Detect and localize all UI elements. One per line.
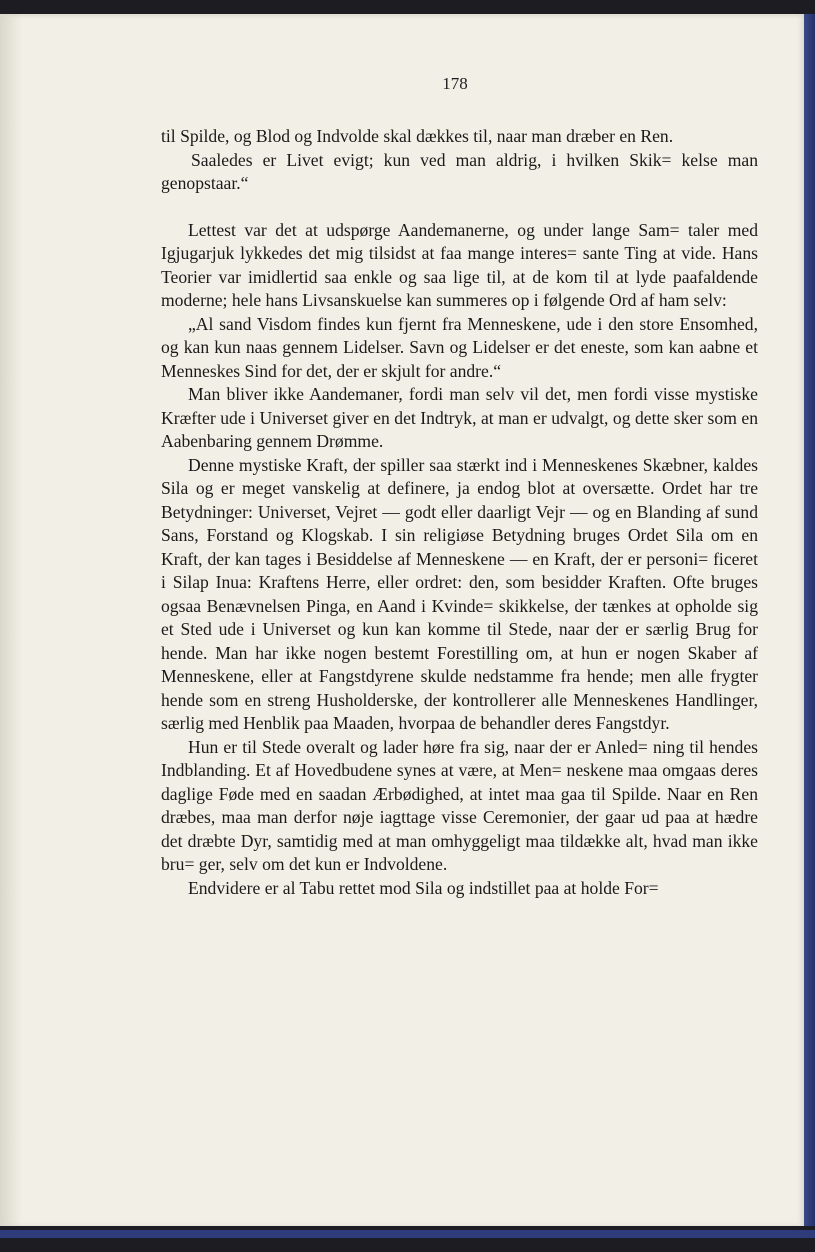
paragraph: Denne mystiske Kraft, der spiller saa stærkt ind i Menneskenes Skæbner, kaldes Sila og er meget vanskelig at definere, ja endog blot at oversætte. Ordet har tre Betydninger: Universet, Vejret — godt eller daarligt Vejr — og en Blanding af sund Sans, Forstand og Klogskab. I sin religiøse Betydning bruges Ordet Sila om en Kraft, der kan tages i Besiddelse af Menneskene — en Kraft, der er personi= ficeret i Silap Inua: Kraftens Herre, eller ordret: den, som besidder Kraften. Ofte bruges ogsaa Benævnelsen Pinga, en Aand i Kvinde= skikkelse, der tænkes at opholde sig et Sted ude i Universet og kun kan komme til Stede, naar der er særlig Brug for hende. Man har ikke nogen bestemt Forestilling om, at hun er nogen Skaber af Menneskene, eller at Fangstdyrene skulde nedstamme fra hende; men alle frygter hende som en streng Husholderske, der kontrollerer alle Menneskenes Handlinger, særlig med Henblik paa Maaden, hvorpaa de behandler deres Fangstdyr. xyxy=(161,454,758,733)
book-cover-bottom-edge xyxy=(0,1230,815,1238)
paragraph: Endvidere er al Tabu rettet mod Sila og indstillet paa at holde For= xyxy=(188,877,659,898)
paragraph: Hun er til Stede overalt og lader høre fra sig, naar der er Anled= ning til hendes Indblanding. Et af Hovedbudene synes at være, at Men= neskene maa omgaas deres daglige Føde med en saadan Ærbødighed, at intet maa gaa til Spilde. Naar en Ren dræbes, maa man derfor nøje iagttage visse Ceremonier, der gaar ud paa at hædre det dræbte Dyr, samtidig med at man omhyggeligt maa tildække alt, hvad man ikke bru= ger, selv om det kun er Indvoldene. xyxy=(161,736,758,874)
paragraph: til Spilde, og Blod og Indvolde skal dækkes til, naar man dræber en Ren. xyxy=(161,126,674,146)
paragraph: Saaledes er Livet evigt; kun ved man aldrig, i hvilken Skik= kelse man genopstaar.“ xyxy=(161,149,758,193)
paragraph: „Al sand Visdom findes kun fjernt fra Menneskene, ude i den store Ensomhed, og kan kun naas gennem Lidelser. Savn og Lidelser er det eneste, som kan aabne et Menneskes Sind for det, der er skjult for andre.“ xyxy=(161,313,758,381)
page-gutter-shadow xyxy=(0,14,22,1226)
paragraph: Lettest var det at udspørge Aandemanerne, og under lange Sam= taler med Igjugarjuk lykkedes det mig tilsidst at faa mange interes= sante Ting at vide. Hans Teorier var imidlertid saa enkle og saa lige til, at de kom til at lyde paafaldende moderne; hele hans Livsanskuelse kan summeres op i følgende Ord af ham selv: xyxy=(161,219,758,310)
body-text xyxy=(161,125,758,900)
book-cover-edge xyxy=(804,14,815,1226)
paragraph: Man bliver ikke Aandemaner, fordi man selv vil det, men fordi visse mystiske Kræfter ude i Universet giver en det Indtryk, at man er udvalgt, og dette sker som en Aabenbaring gennem Drømme. xyxy=(161,384,758,451)
page-number: 178 xyxy=(442,74,468,93)
